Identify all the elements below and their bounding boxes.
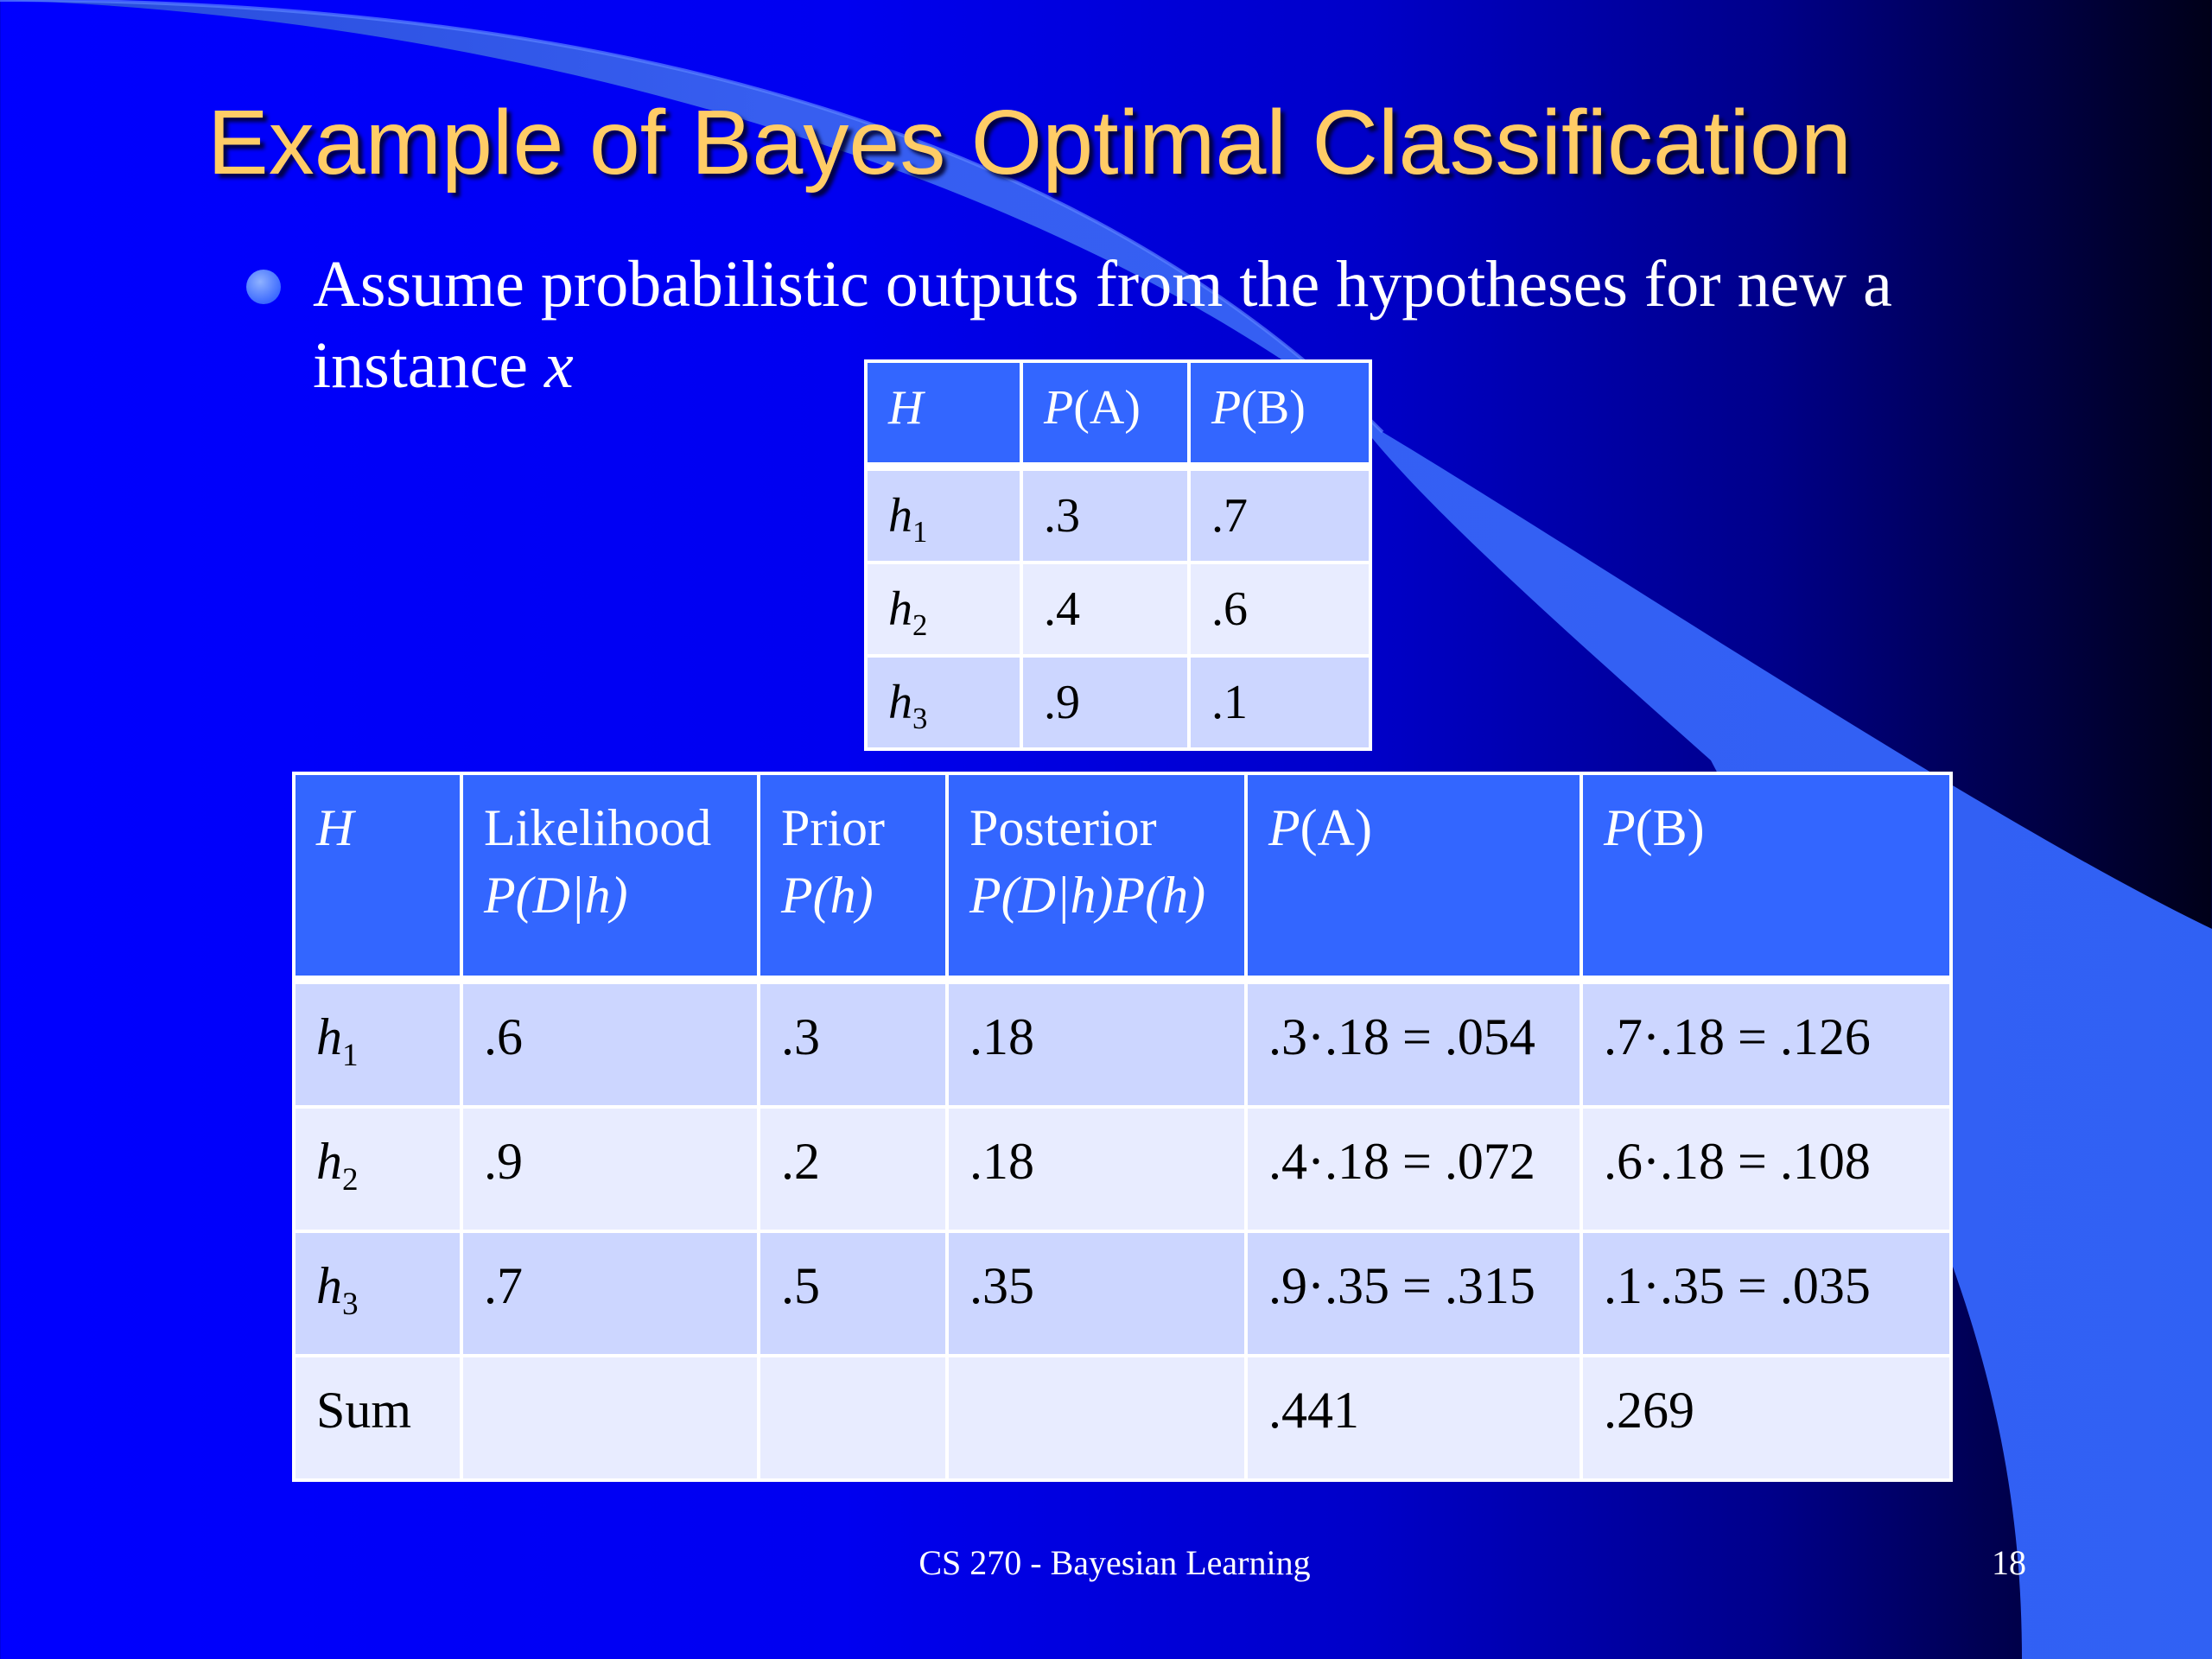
posterior-table	[292, 772, 1953, 1482]
table-row	[294, 980, 1951, 1107]
cell-hypothesis: $h_1$	[866, 467, 1021, 563]
table-row	[866, 563, 1370, 656]
cell-pa: .9	[1021, 656, 1189, 749]
cell-posterior: .18	[947, 980, 1246, 1107]
cell-posterior: .18	[947, 1107, 1246, 1231]
cell-pb: .7·.18 = .126	[1581, 980, 1951, 1107]
header-cell-pb: P(B)	[1581, 773, 1951, 980]
slide-number: 18	[1992, 1543, 2026, 1582]
header-cell-pa: P(A)	[1021, 361, 1189, 467]
cell-sum-pa: .441	[1246, 1356, 1581, 1480]
cell-pa: .4·.18 = .072	[1246, 1107, 1581, 1231]
footer-course-title: CS 270 - Bayesian Learning	[918, 1543, 1311, 1582]
cell-pb: .1	[1189, 656, 1370, 749]
cell-prior: .2	[759, 1107, 947, 1231]
cell-pb: .6·.18 = .108	[1581, 1107, 1951, 1231]
cell-likelihood: .6	[461, 980, 759, 1107]
cell-pa: .9·.35 = .315	[1246, 1231, 1581, 1356]
table-row	[866, 656, 1370, 749]
table-row	[294, 1107, 1951, 1231]
header-cell-posterior: Posterior P(D|h)P(h)	[947, 773, 1246, 980]
bullet-variable: x	[544, 329, 574, 402]
header-cell-pa: P(A)	[1246, 773, 1581, 980]
cell-pb: .7	[1189, 467, 1370, 563]
cell-sum-label: Sum	[294, 1356, 461, 1480]
cell-pa: .3·.18 = .054	[1246, 980, 1581, 1107]
slide-title: Example of Bayes Optimal Classification	[207, 92, 1852, 194]
cell-hypothesis: $h_2$	[294, 1107, 461, 1231]
header-cell-likelihood: Likelihood P(D|h)	[461, 773, 759, 980]
cell-pa: .4	[1021, 563, 1189, 656]
cell-hypothesis: $h_3$	[294, 1231, 461, 1356]
cell-empty	[947, 1356, 1246, 1480]
cell-prior: .5	[759, 1231, 947, 1356]
bullet-text: Assume probabilistic outputs from the hypotheses for new a instance x	[313, 248, 1892, 402]
hypothesis-output-table	[864, 359, 1372, 751]
cell-empty	[759, 1356, 947, 1480]
cell-pb: .1·.35 = .035	[1581, 1231, 1951, 1356]
table-row	[866, 467, 1370, 563]
cell-likelihood: .7	[461, 1231, 759, 1356]
table-header-row	[294, 773, 1951, 980]
table-sum-row	[294, 1356, 1951, 1480]
cell-posterior: .35	[947, 1231, 1246, 1356]
header-cell-prior: Prior P(h)	[759, 773, 947, 980]
header-cell-h: H	[294, 773, 461, 980]
cell-hypothesis: $h_3$	[866, 656, 1021, 749]
table-header-row	[866, 361, 1370, 467]
table-row	[294, 1231, 1951, 1356]
cell-prior: .3	[759, 980, 947, 1107]
cell-likelihood: .9	[461, 1107, 759, 1231]
bullet-icon	[246, 270, 281, 304]
cell-empty	[461, 1356, 759, 1480]
cell-hypothesis: $h_2$	[866, 563, 1021, 656]
cell-pa: .3	[1021, 467, 1189, 563]
header-cell-h: H	[866, 361, 1021, 467]
cell-sum-pb: .269	[1581, 1356, 1951, 1480]
cell-pb: .6	[1189, 563, 1370, 656]
header-cell-pb: P(B)	[1189, 361, 1370, 467]
cell-hypothesis: $h_1$	[294, 980, 461, 1107]
